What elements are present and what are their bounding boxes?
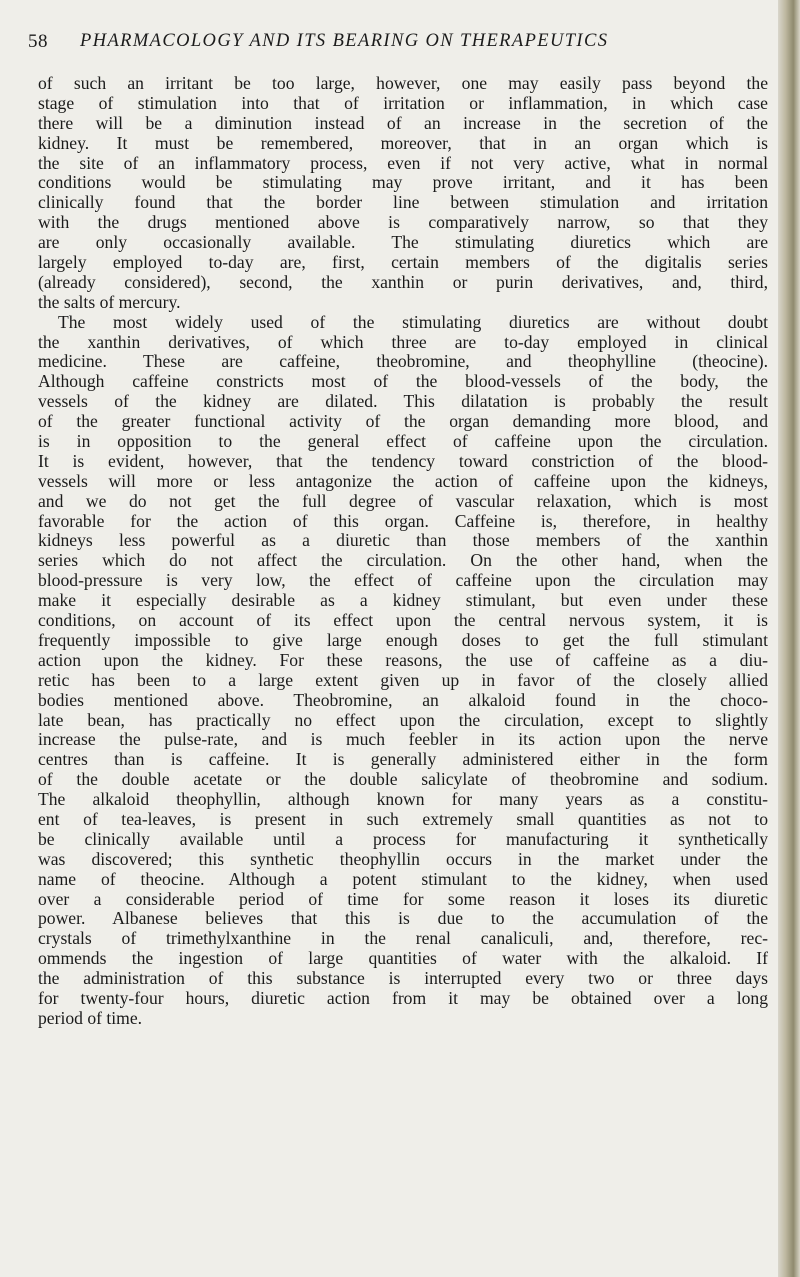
page-number: 58 — [28, 31, 48, 52]
text-line: with the drugs mentioned above is comparatively narrow, so that they — [38, 212, 768, 233]
text-line: largely employed to-day are, first, certain members of the digitalis series — [38, 252, 768, 273]
text-line: the salts of mercury. — [38, 291, 181, 312]
text-line: favorable for the action of this organ. Caffeine is, therefore, in healthy — [38, 510, 768, 531]
text-line: kidney. It must be remembered, moreover, that in an organ which is — [38, 132, 768, 153]
text-line: stage of stimulation into that of irritation or inflammation, in which case — [38, 92, 768, 113]
text-line: are only occasionally available. The stimulating diuretics which are — [38, 232, 768, 253]
running-head-title: PHARMACOLOGY AND ITS BEARING ON THERAPEUTICS — [80, 31, 609, 51]
text-line: was discovered; this synthetic theophyllin occurs in the market under the — [38, 848, 768, 869]
text-line: there will be a diminution instead of an increase in the secretion of the — [38, 112, 768, 133]
text-line: bodies mentioned above. Theobromine, an alkaloid found in the choco- — [38, 689, 768, 710]
text-line: of the double acetate or the double salicylate of theobromine and sodium. — [38, 769, 768, 790]
text-line: increase the pulse-rate, and is much feebler in its action upon the nerve — [38, 729, 768, 750]
text-line: the administration of this substance is interrupted every two or three days — [38, 968, 768, 989]
text-line: ent of tea-leaves, is present in such extremely small quantities as not to — [38, 808, 768, 829]
text-line: is in opposition to the general effect of caffeine upon the circulation. — [38, 431, 768, 452]
text-line: (already considered), second, the xanthin or purin derivatives, and, third, — [38, 271, 768, 292]
text-line: kidneys less powerful as a diuretic than those members of the xanthin — [38, 530, 768, 551]
text-line: centres than is caffeine. It is generally administered either in the form — [38, 749, 768, 770]
text-line: medicine. These are caffeine, theobromine, and theophylline (theocine). — [38, 351, 768, 372]
text-line: vessels of the kidney are dilated. This dilatation is probably the result — [38, 391, 768, 412]
text-line: conditions, on account of its effect upon the central nervous system, it is — [38, 610, 768, 631]
text-line: frequently impossible to give large enough doses to get the full stimulant — [38, 629, 768, 650]
text-line: crystals of trimethylxanthine in the renal canaliculi, and, therefore, rec- — [38, 928, 768, 949]
text-line: It is evident, however, that the tendency toward constriction of the blood- — [38, 450, 768, 471]
text-line: late bean, has practically no effect upon the circulation, except to slightly — [38, 709, 768, 730]
text-line: over a considerable period of time for some reason it loses its diuretic — [38, 888, 768, 909]
text-line: ommends the ingestion of large quantities of water with the alkaloid. If — [38, 948, 768, 969]
text-line: action upon the kidney. For these reasons, the use of caffeine as a diu- — [38, 649, 768, 670]
text-line: make it especially desirable as a kidney stimulant, but even under these — [38, 590, 768, 611]
page-binding-edge — [778, 0, 800, 1277]
running-head — [28, 31, 768, 59]
text-line: Although caffeine constricts most of the blood-vessels of the body, the — [38, 371, 768, 392]
text-line: be clinically available until a process for manufacturing it synthetically — [38, 828, 768, 849]
text-line: of such an irritant be too large, however, one may easily pass beyond the — [38, 73, 768, 93]
text-line: conditions would be stimulating may prove irritant, and it has been — [38, 172, 768, 193]
text-line: clinically found that the border line between stimulation and irritation — [38, 192, 768, 213]
text-line: series which do not affect the circulation. On the other hand, when the — [38, 550, 768, 571]
text-line: the xanthin derivatives, of which three are to-day employed in clinical — [38, 331, 768, 352]
text-line: the site of an inflammatory process, even if not very active, what in normal — [38, 152, 768, 173]
text-line: blood-pressure is very low, the effect of caffeine upon the circulation may — [38, 570, 768, 591]
body-text — [38, 74, 768, 1029]
text-line: for twenty-four hours, diuretic action from it may be obtained over a long — [38, 987, 768, 1008]
text-line: period of time. — [38, 1007, 143, 1028]
text-line: of the greater functional activity of the organ demanding more blood, and — [38, 411, 768, 432]
text-line: retic has been to a large extent given up in favor of the closely allied — [38, 669, 768, 690]
text-line: vessels will more or less antagonize the action of caffeine upon the kidneys, — [38, 470, 768, 491]
text-line: and we do not get the full degree of vascular relaxation, which is most — [38, 490, 768, 511]
text-line: name of theocine. Although a potent stimulant to the kidney, when used — [38, 868, 768, 889]
text-line: The most widely used of the stimulating diuretics are without doubt — [58, 311, 768, 332]
text-line: power. Albanese believes that this is due to the accumulation of the — [38, 908, 768, 929]
text-line: The alkaloid theophyllin, although known for many years as a constitu- — [38, 789, 768, 810]
